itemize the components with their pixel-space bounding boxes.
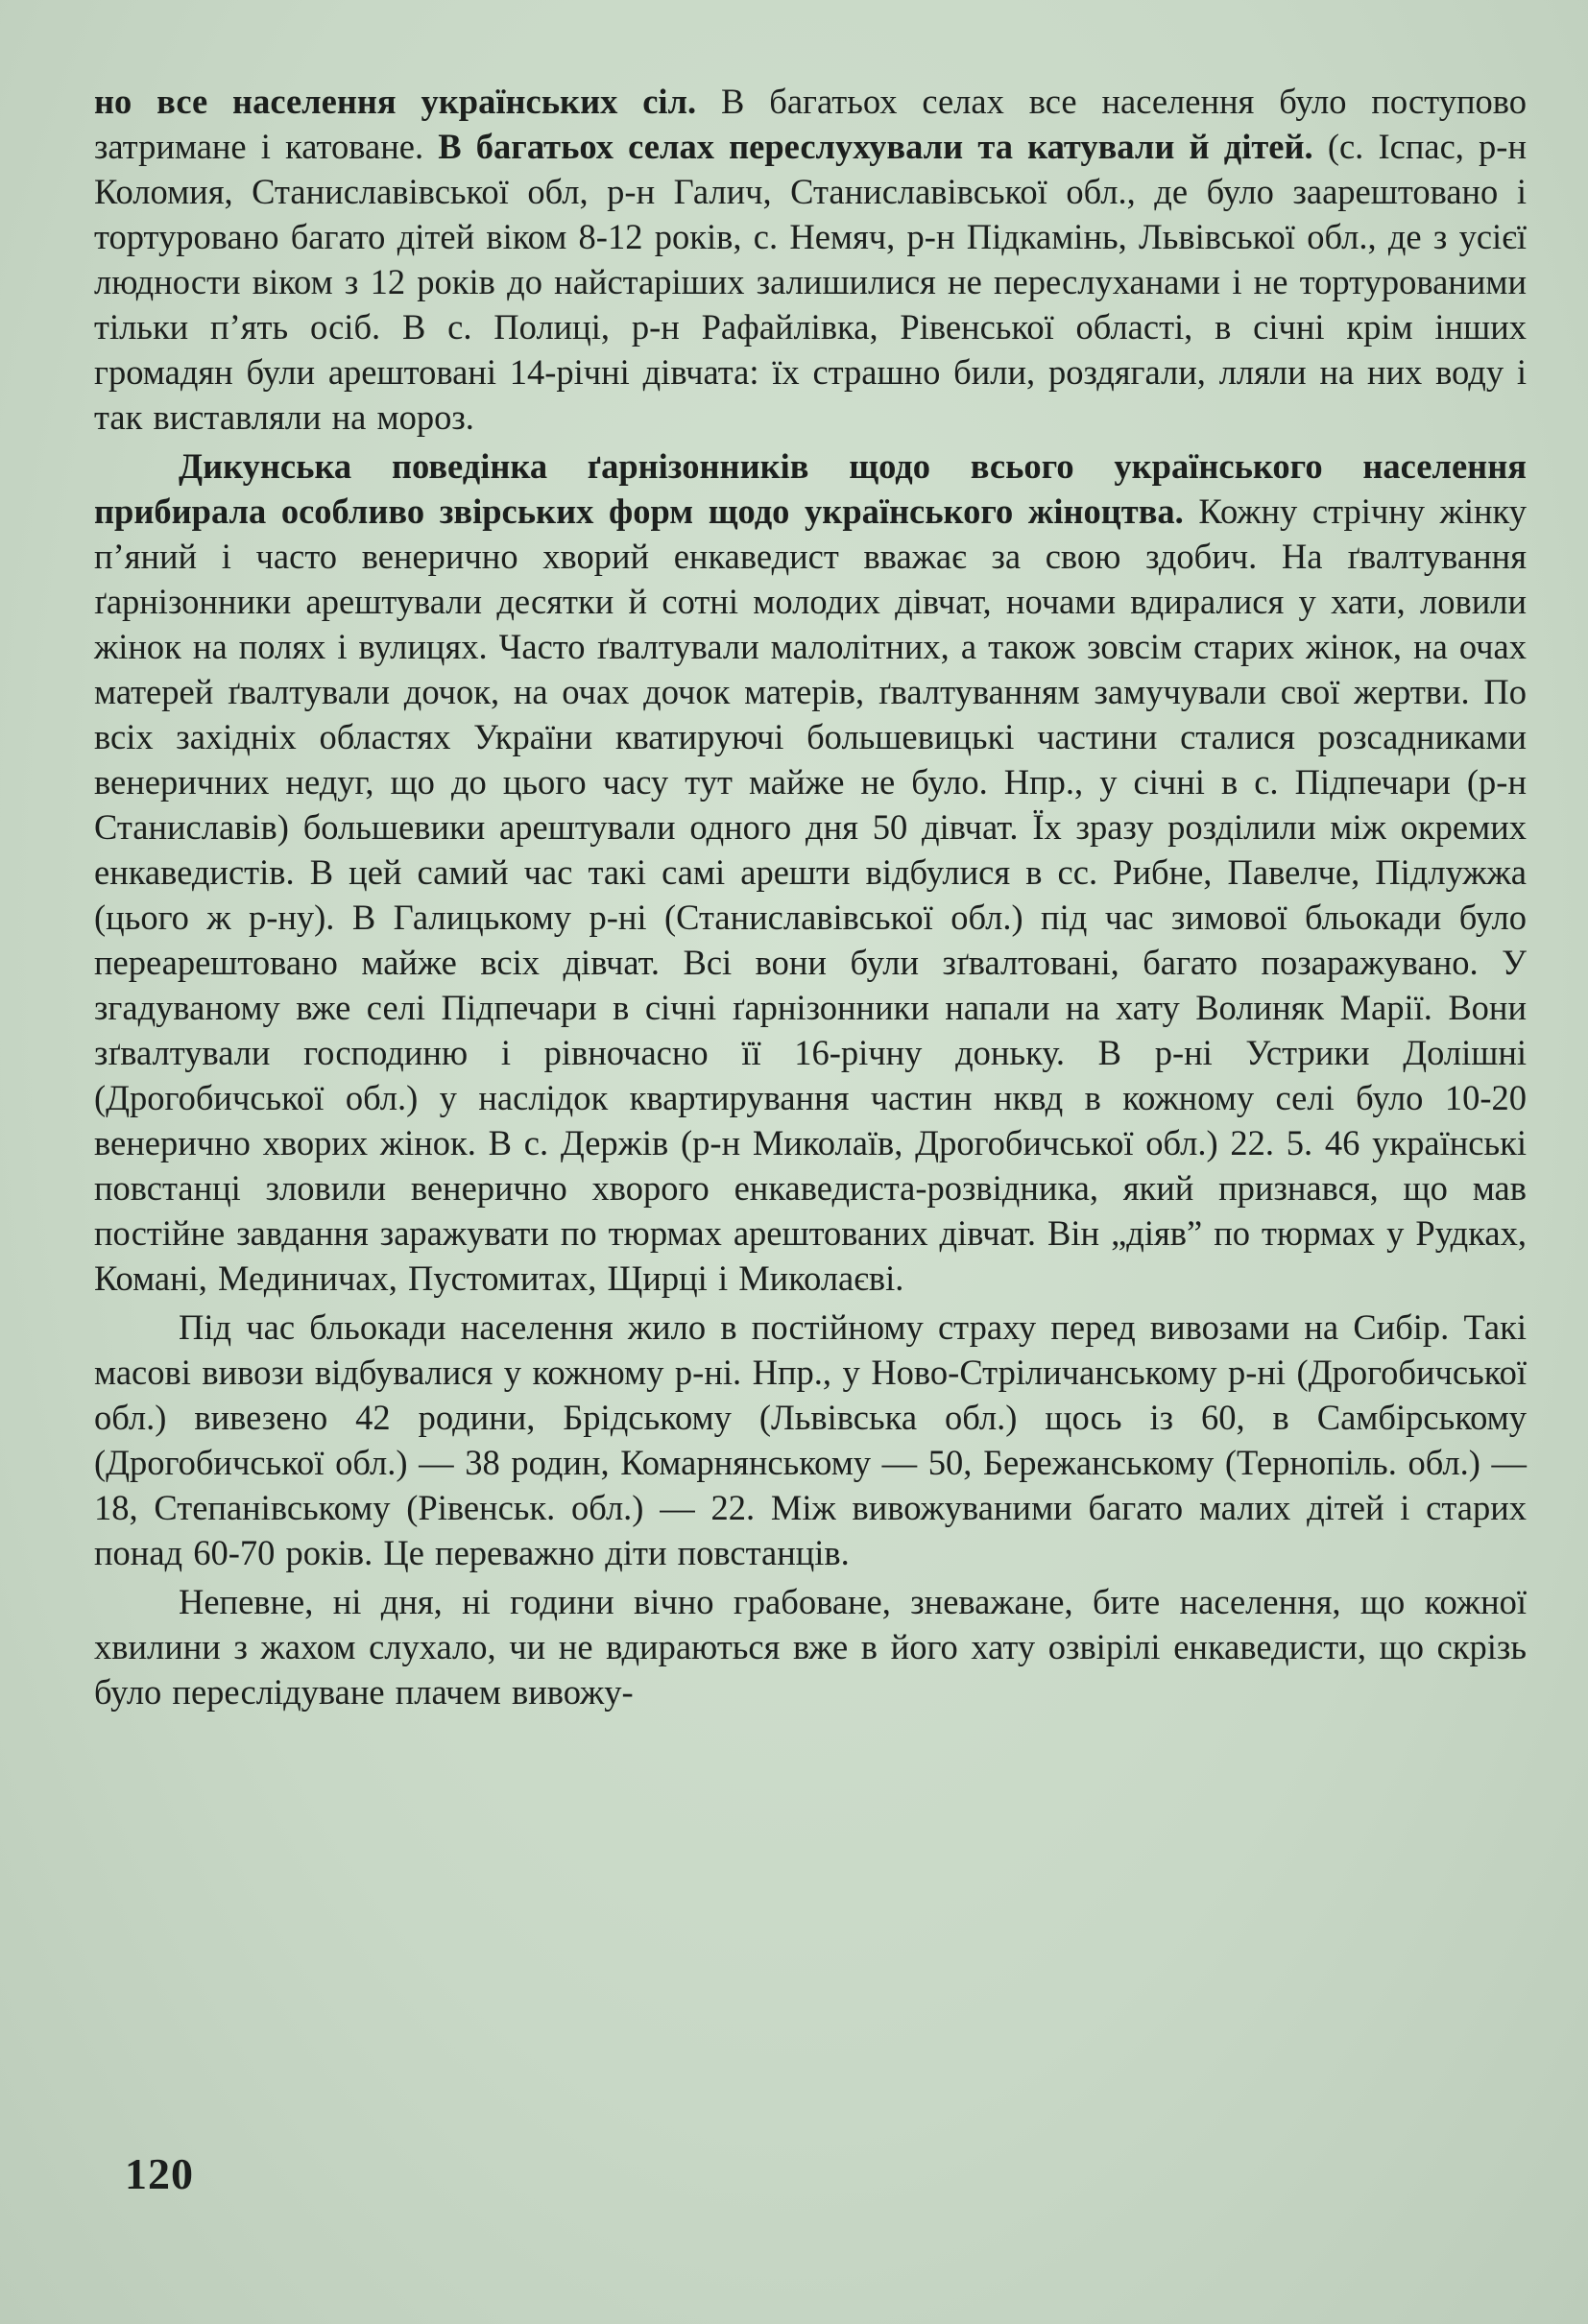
- text-run: В багатьох селах переслухували та катували й дітей.: [438, 127, 1328, 166]
- paragraph-2: [94, 443, 1527, 1301]
- text-run: Дикунська поведінка ґарнізонників щодо всього українського населення прибирала особливо звірських форм щодо українського жіноцтва.: [94, 446, 1527, 531]
- text-run: Під час бльокади населення жило в постійному страху перед вивозами на Сибір. Такі масові вивози відбувалися у кожному р-ні. Нпр., у Ново-Стріличанському р-ні (Дрогобичської обл.) вивезено 42 родини, Брідському (Львівська обл.) щось із 60, в Самбірському (Дрогобичської обл.) — 38 родин, Комарнянському — 50, Бережанському (Тернопіль. обл.) — 18, Степанівському (Рівенськ. обл.) — 22. Між вивожуваними багато малих дітей і старих понад 60-70 років. Це переважно діти повстанців.: [94, 1307, 1527, 1572]
- text-run: но все населення українських сіл.: [94, 82, 722, 121]
- paragraph-1: [94, 79, 1527, 440]
- paragraph-4: [94, 1579, 1527, 1714]
- body-text: [94, 79, 1527, 1714]
- text-run: В багатьох селах все населення було поступово затримане і катоване.: [94, 82, 1527, 166]
- paragraph-3: [94, 1305, 1527, 1575]
- text-run: Кожну стрічну жінку п’яний і часто венерично хворий енкаведист вважає за свою здобич. На ґвалтування ґарнізонники арештували десятки й сотні молодих дівчат, ночами вдиралися у хати, ловили жінок на полях і вулицях. Часто ґвалтували малолітних, а також зовсім старих жінок, на очах матерей ґвалтували дочок, на очах дочок матерів, ґвалтуванням замучували свої жертви. По всіх західніх областях України кватируючі большевицькі частини сталися розсадниками венеричних недуг, що до цього часу тут майже не було. Нпр., у січні в с. Підпечари (р-н Станиславів) большевики арештували одного дня 50 дівчат. Їх зразу розділили між окремих енкаведистів. В цей самий час такі самі арешти відбулися в сс. Рибне, Павелче, Підлужжа (цього ж р-ну). В Галицькому р-ні (Станиславівської обл.) під час зимової бльокади було переарештовано майже всіх дівчат. Всі вони були зґвалтовані, багато позаражувано. У згадуваному вже селі Підпечари в січні ґарнізонники напали на хату Волиняк Марії. Вони зґвалтували господиню і рівночасно її 16-річну доньку. В р-ні Устрики Долішні (Дрогобичської обл.) у наслідок квартирування частин нквд в кожному селі було 10-20 венерично хворих жінок. В с. Держів (р-н Миколаїв, Дрогобичської обл.) 22. 5. 46 українські повстанці зловили венерично хворого енкаведиста-розвідника, який признався, що мав постійне завдання заражувати по тюрмах арештованих дівчат. Він „діяв” по тюрмах у Рудках, Комані, Мединичах, Пустомитах, Щирці і Миколаєві.: [94, 491, 1528, 1298]
- page-number: 120: [125, 2149, 194, 2198]
- text-run: Непевне, ні дня, ні години вічно грабоване, зневажане, бите населення, що кожної хвилини з жахом слухало, чи не вдираються вже в його хату озвірілі енкаведисти, що скрізь було переслідуване плачем вивожу-: [94, 1582, 1527, 1712]
- text-run: (с. Іспас, р-н Коломия, Станиславівської обл, р-н Галич, Станиславівської обл., де було заарештовано і тортуровано багато дітей віком 8-12 років, с. Немяч, р-н Підкамінь, Львівської обл., де з усієї людности віком з 12 років до найстаріших залишилися не переслуханами і не тортурованими тільки п’ять осіб. В с. Полиці, р-н Рафайлівка, Рівенської області, в січні крім інших громадян були арештовані 14-річні дівчата: їх страшно били, роздягали, лляли на них воду і так виставляли на мороз.: [94, 127, 1527, 437]
